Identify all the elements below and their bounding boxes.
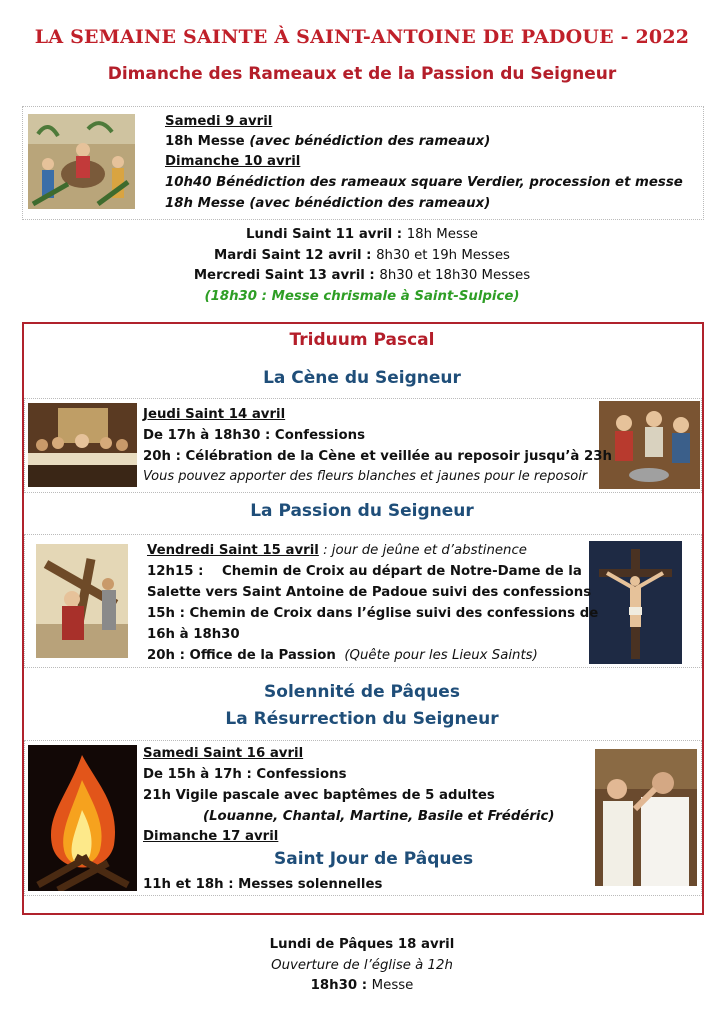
triduum-title: Triduum Pascal [289, 330, 435, 350]
tuesday-label: Mardi Saint 12 avril : [214, 248, 377, 263]
wednesday-label: Mercredi Saint 13 avril : [193, 268, 380, 283]
monday-value: 18h Messe [406, 227, 478, 242]
sat-9-mass-note: (avec bénédiction des rameaux) [244, 134, 491, 149]
easter-monday-mass: Messe [371, 978, 414, 993]
sat-9-mass-time: 18h Messe [165, 134, 245, 149]
paques-heading-2: La Résurrection du Seigneur [225, 709, 499, 729]
crucifix-image [589, 541, 682, 664]
page-subtitle: Dimanche des Rameaux et de la Passion du Seigneur [107, 64, 617, 84]
friday-line4: 16h à 18h30 [147, 627, 240, 642]
baptism-photo [595, 749, 697, 886]
chrism-mass-note: (18h30 : Messe chrismale à Saint-Sulpice) [204, 289, 520, 304]
easter-vigil-fire-photo [28, 745, 137, 891]
easter-monday-mass-line [0, 975, 724, 996]
paques-heading-1: Solennité de Pâques [264, 682, 460, 702]
monday-label: Lundi Saint 11 avril : [246, 227, 407, 242]
friday-office-note: (Quête pour les Lieux Saints) [335, 648, 538, 663]
wednesday-line [0, 265, 724, 286]
tuesday-value: 8h30 et 19h Messes [376, 248, 510, 263]
sun-10-line2: 18h Messe (avec bénédiction des rameaux) [165, 196, 491, 211]
last-supper-painting [28, 403, 137, 487]
monday-line [0, 224, 724, 245]
saturday-16-date: Samedi Saint 16 avril [143, 746, 304, 761]
friday-line2: Salette vers Saint Antoine de Padoue suivi des confessions [147, 585, 592, 600]
thursday-line1: De 17h à 18h30 : Confessions [143, 428, 366, 443]
easter-monday-mass-time: 18h30 : [310, 978, 372, 993]
friday-date-line [147, 540, 527, 561]
sunday-17-line: 11h et 18h : Messes solennelles [143, 877, 383, 892]
sun-10-date: Dimanche 10 avril [165, 154, 301, 169]
friday-line3: 15h : Chemin de Croix dans l’église suivi des confessions de [147, 606, 599, 621]
passion-heading: La Passion du Seigneur [250, 501, 474, 521]
thursday-date: Jeudi Saint 14 avril [143, 407, 286, 422]
sunday-17-date: Dimanche 17 avril [143, 829, 279, 844]
tuesday-line [0, 245, 724, 266]
saturday-16-line3: (Louanne, Chantal, Martine, Basile et Frédéric) [203, 809, 555, 824]
friday-date: Vendredi Saint 15 avril [147, 543, 319, 558]
wednesday-value: 8h30 et 18h30 Messes [379, 268, 531, 283]
saturday-16-line2: 21h Vigile pascale avec baptêmes de 5 adultes [143, 788, 495, 803]
friday-office: 20h : Office de la Passion [147, 648, 336, 663]
palm-sunday-entry-illustration [28, 114, 135, 209]
cene-heading: La Cène du Seigneur [263, 368, 461, 388]
saturday-16-line1: De 15h à 17h : Confessions [143, 767, 347, 782]
friday-date-note: : jour de jeûne et d’abstinence [318, 543, 527, 558]
page-title: LA SEMAINE SAINTE À SAINT-ANTOINE DE PADOUE - 2022 [34, 26, 690, 48]
washing-of-feet-painting [599, 401, 700, 489]
easter-monday-opening: Ouverture de l’église à 12h [271, 958, 453, 973]
easter-monday-date: Lundi de Pâques 18 avril [269, 937, 455, 952]
friday-line1: 12h15 : Chemin de Croix au départ de Notre-Dame de la [147, 564, 582, 579]
carrying-the-cross-illustration [36, 544, 128, 658]
sunday-17-heading: Saint Jour de Pâques [274, 849, 474, 869]
sun-10-line1: 10h40 Bénédiction des rameaux square Verdier, procession et messe [165, 175, 683, 190]
thursday-line2: 20h : Célébration de la Cène et veillée au reposoir jusqu’à 23h [143, 449, 612, 464]
thursday-line3: Vous pouvez apporter des fleurs blanches et jaunes pour le reposoir [143, 469, 588, 484]
sat-9-mass [165, 131, 490, 152]
sat-9-date: Samedi 9 avril [165, 114, 273, 129]
friday-line5 [147, 645, 538, 666]
